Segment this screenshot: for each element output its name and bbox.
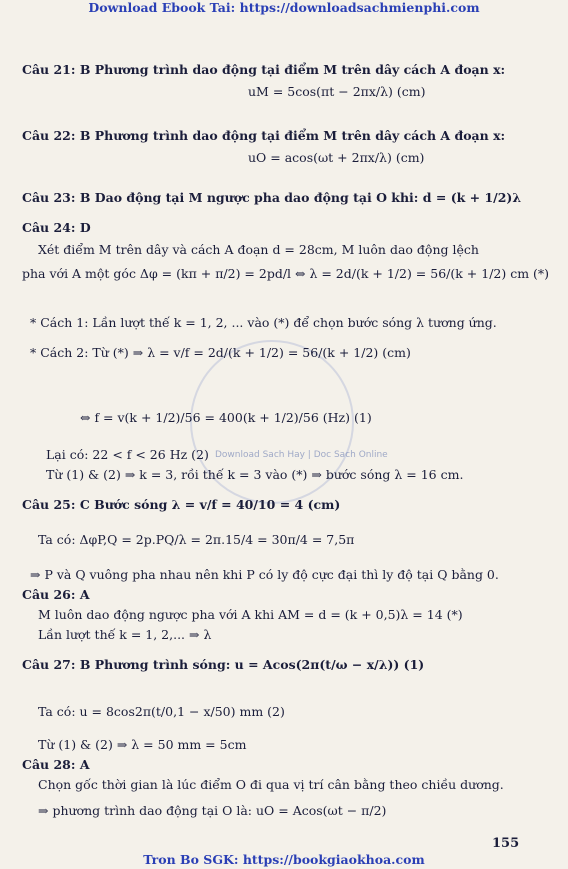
q27-text-a: Ta có: u = 8cos2π(t/0,1 − x/50) mm (2) [38,704,285,719]
q24-text-a: Xét điểm M trên dây và cách A đoạn d = 28cm, M luôn dao động lệch [38,242,479,257]
q27-text-b: Từ (1) & (2) ⇒ λ = 50 mm = 5cm [38,737,247,752]
q21-equation: uM = 5cos(πt − 2πx/λ) (cm) [248,84,426,99]
q22-line: Câu 22: B Phương trình dao động tại điểm M trên dây cách A đoạn x: [22,128,506,143]
q25-text-b: ⇒ P và Q vuông pha nhau nên khi P có ly độ cực đại thì ly độ tại Q bằng 0. [30,567,499,582]
q28-text-b: ⇒ phương trình dao động tại O là: uO = Acos(ωt − π/2) [38,803,387,818]
q26-text-b: Lần lượt thế k = 1, 2,... ⇒ λ [38,627,212,642]
q24-text-c: * Cách 1: Lần lượt thế k = 1, 2, ... vào (*) để chọn bước sóng λ tương ứng. [30,315,497,330]
q26-heading: Câu 26: A [22,587,90,602]
header-link[interactable]: Download Ebook Tai: https://downloadsachmienphi.com [88,0,480,15]
q22-equation: uO = acos(ωt + 2πx/λ) (cm) [248,150,425,165]
q21-line: Câu 21: B Phương trình dao động tại điểm M trên dây cách A đoạn x: [22,62,506,77]
q26-text-a: M luôn dao động ngược pha với A khi AM = d = (k + 0,5)λ = 14 (*) [38,607,463,622]
watermark-text: Download Sach Hay | Doc Sach Online [215,450,388,460]
q25-text-a: Ta có: ΔφP,Q = 2p.PQ/λ = 2π.15/4 = 30π/4 = 7,5π [38,532,355,547]
page-number: 155 [492,836,520,851]
q24-text-d: * Cách 2: Từ (*) ⇒ λ = v/f = 2d/(k + 1/2) = 56/(k + 1/2) (cm) [30,345,411,360]
q24-text-b: pha với A một góc Δφ = (kπ + π/2) = 2pd/l ⇔ λ = 2d/(k + 1/2) = 56/(k + 1/2) cm (*) [22,266,550,281]
q28-text-a: Chọn gốc thời gian là lúc điểm O đi qua vị trí cân bằng theo chiều dương. [38,777,504,792]
footer-link[interactable]: Tron Bo SGK: https://bookgiaokhoa.com [143,852,425,867]
q24-text-e: ⇔ f = v(k + 1/2)/56 = 400(k + 1/2)/56 (Hz) (1) [80,410,372,425]
q24-heading: Câu 24: D [22,220,91,235]
q24-text-f: Lại có: 22 < f < 26 Hz (2) [46,447,209,462]
q23-line: Câu 23: B Dao động tại M ngược pha dao động tại O khi: d = (k + 1/2)λ [22,190,522,205]
q25-line: Câu 25: C Bước sóng λ = v/f = 40/10 = 4 (cm) [22,497,341,512]
q24-text-g: Từ (1) & (2) ⇒ k = 3, rồi thế k = 3 vào (*) ⇒ bước sóng λ = 16 cm. [46,467,464,482]
q28-heading: Câu 28: A [22,757,90,772]
q27-line: Câu 27: B Phương trình sóng: u = Acos(2π(t/ω − x/λ)) (1) [22,657,425,672]
